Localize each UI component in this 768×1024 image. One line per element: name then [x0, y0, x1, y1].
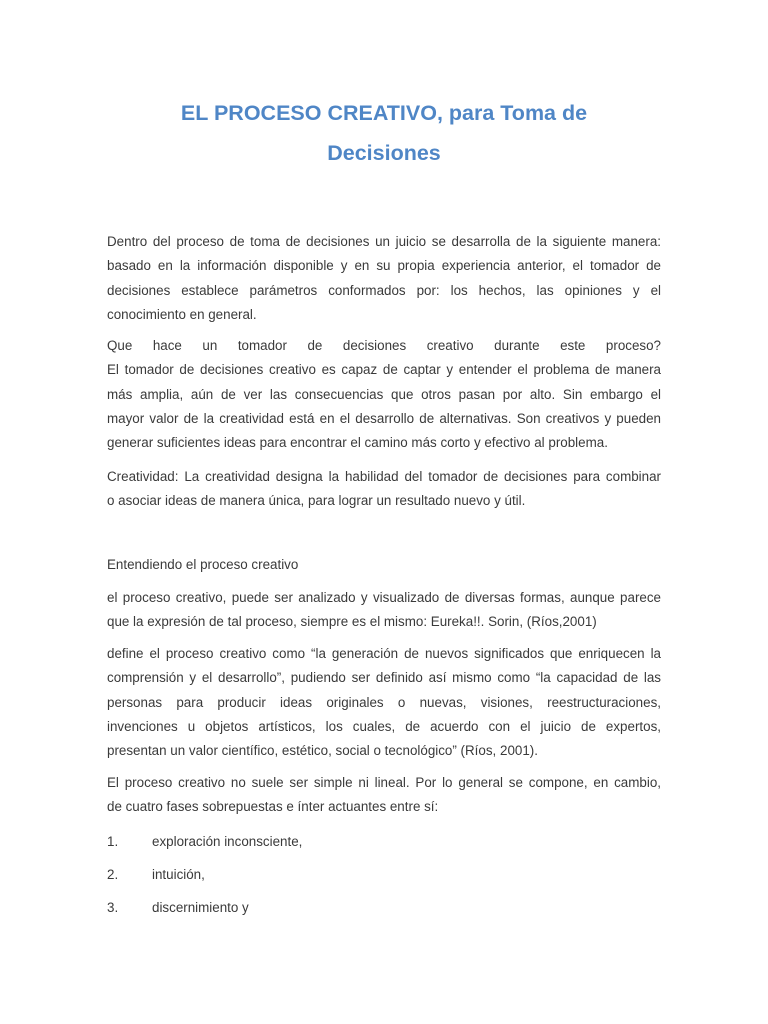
list-item-number: 2. — [107, 867, 119, 882]
paragraph-line: Dentro del proceso de toma de decisiones un juicio se desarrolla de la siguiente manera: — [107, 234, 661, 249]
list-item-number: 1. — [107, 834, 119, 849]
paragraph-phases-intro — [107, 771, 661, 820]
paragraph-line: personas para producir ideas originales o nuevas, visiones, reestructuraciones, — [107, 694, 661, 710]
list-item-text: intuición, — [152, 867, 205, 882]
paragraph-line: o asociar ideas de manera única, para lograr un resultado nuevo y útil. — [107, 493, 526, 509]
paragraph-intro — [107, 230, 661, 327]
paragraph-line: El tomador de decisiones creativo es capaz de captar y entender el problema de manera — [107, 362, 661, 378]
list-item-text: exploración inconsciente, — [152, 834, 303, 849]
paragraph-line: basado en la información disponible y en su propia experiencia anterior, el tomador de — [107, 258, 661, 274]
paragraph-line: de cuatro fases sobrepuestas e ínter actuantes entre sí: — [107, 799, 439, 815]
section-subheading — [107, 553, 661, 577]
paragraph-line: generar suficientes ideas para encontrar el camino más corto y efectivo al problema. — [107, 435, 608, 451]
document-title — [107, 93, 661, 173]
paragraph-line: mayor valor de la creatividad está en el desarrollo de alternativas. Son creativos y pueden — [107, 410, 661, 426]
paragraph-line: que la expresión de tal proceso, siempre es el mismo: Eureka!!. Sorin, (Ríos,2001) — [107, 614, 597, 630]
paragraph-line: más amplia, aún de ver las consecuencias que otros pasan por alto. Sin embargo el — [107, 386, 661, 402]
title-line-2: Decisiones — [327, 141, 441, 165]
title-line-1: EL PROCESO CREATIVO, para Toma de — [180, 101, 588, 125]
paragraph-line: invenciones u objetos artísticos, los cuales, de acuerdo con el juicio de expertos, — [107, 718, 661, 734]
paragraph-creative-decision-maker — [107, 334, 661, 455]
paragraph-line: conocimiento en general. — [107, 306, 257, 322]
paragraph-line: define el proceso creativo como “la generación de nuevos significados que enriquecen la — [107, 646, 661, 661]
paragraph-line: comprensión y el desarrollo”, pudiendo ser definido así mismo como “la capacidad de las — [107, 670, 661, 686]
list-item-text: discernimiento y — [152, 900, 249, 915]
paragraph-line: decisiones establece parámetros conformados por: los hechos, las opiniones y el — [107, 282, 661, 298]
paragraph-definition-quote — [107, 642, 661, 763]
paragraph-line: Creatividad: La creatividad designa la habilidad del tomador de decisiones para combinar — [107, 469, 661, 484]
list-item-number: 3. — [107, 900, 119, 915]
paragraph-creativity-definition — [107, 465, 661, 514]
paragraph-line: presentan un valor científico, estético, social o tecnológico” (Ríos, 2001). — [107, 743, 538, 759]
paragraph-line: Que hace un tomador de decisiones creativo durante este proceso? — [107, 338, 661, 353]
subheading-text: Entendiendo el proceso creativo — [107, 557, 299, 572]
paragraph-line: el proceso creativo, puede ser analizado y visualizado de diversas formas, aunque parece — [107, 590, 661, 605]
paragraph-line: El proceso creativo no suele ser simple ni lineal. Por lo general se compone, en cambio, — [107, 775, 661, 790]
paragraph-creative-process — [107, 586, 661, 635]
